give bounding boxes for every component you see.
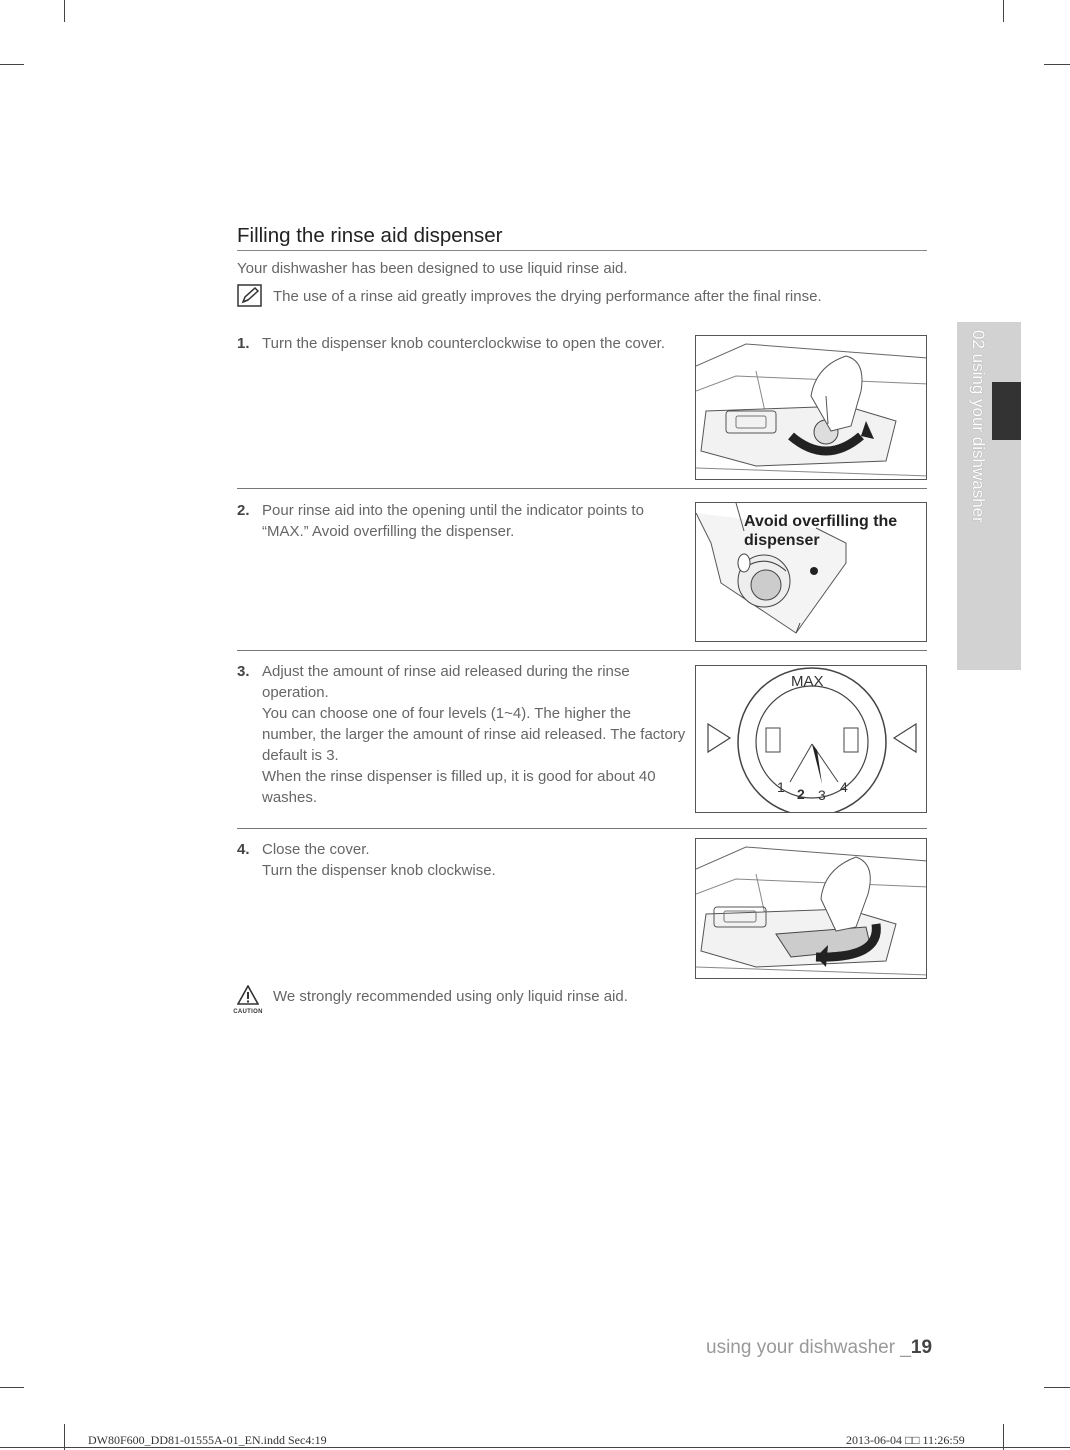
figure-adjust-level — [695, 665, 927, 813]
step-text: Turn the dispenser knob counterclockwise to open the cover. — [262, 335, 666, 352]
step-number: 3. — [237, 663, 250, 680]
step-text: Pour rinse aid into the opening until the indicator points to “MAX.” Avoid overfilling the dispenser. — [262, 502, 644, 540]
footer-section-label: using your dishwasher _ — [706, 1337, 911, 1358]
print-date-info: 2013-06-04 □□ 11:26:59 — [846, 1433, 965, 1447]
page-footer — [706, 1337, 932, 1359]
level-label: 4 — [840, 779, 848, 795]
crop-mark — [1044, 1387, 1070, 1388]
figure-open-cover — [695, 335, 927, 480]
page-number: 19 — [910, 1337, 933, 1358]
figure-close-cover — [695, 838, 927, 979]
crop-mark — [0, 64, 24, 65]
step-number: 1. — [237, 335, 250, 352]
crop-mark — [1003, 0, 1004, 22]
print-file-info: DW80F600_DD81-01555A-01_EN.indd Sec4:19 — [88, 1433, 327, 1447]
level-label: 1 — [777, 779, 785, 795]
step-divider — [237, 650, 927, 651]
step-number: 2. — [237, 502, 250, 519]
step-text: When the rinse dispenser is filled up, it is good for about 40 washes. — [262, 768, 656, 806]
caution-block — [231, 985, 265, 1015]
crop-mark — [1044, 64, 1070, 65]
step-2 — [237, 500, 677, 542]
chapter-tab-label: 02 using your dishwasher — [969, 330, 988, 523]
caution-notice — [231, 985, 628, 1015]
caution-label: CAUTION — [233, 1009, 263, 1015]
step-1 — [237, 333, 667, 354]
crop-mark — [64, 0, 65, 22]
step-number: 4. — [237, 841, 250, 858]
intro-text: Your dishwasher has been designed to use liquid rinse aid. — [237, 260, 628, 277]
note-line — [237, 284, 822, 308]
step-text: Adjust the amount of rinse aid released during the rinse operation. — [262, 663, 630, 701]
chapter-tab-marker — [992, 382, 1021, 440]
step-text: Close the cover. — [262, 841, 370, 858]
figure-fill-dispenser — [695, 502, 927, 642]
section-title: Filling the rinse aid dispenser — [237, 224, 927, 251]
step-divider — [237, 828, 927, 829]
step-4 — [237, 839, 687, 881]
level-label: 2 — [797, 786, 805, 802]
step-text: Turn the dispenser knob clockwise. — [262, 862, 496, 879]
level-label: 3 — [818, 787, 826, 803]
note-text: The use of a rinse aid greatly improves the drying performance after the final rinse. — [273, 287, 822, 305]
caution-text: We strongly recommended using only liquid rinse aid. — [273, 988, 628, 1005]
max-label: MAX — [791, 673, 824, 690]
step-divider — [237, 488, 927, 489]
step-3 — [237, 661, 687, 808]
note-pencil-icon — [237, 284, 263, 308]
crop-mark — [0, 1387, 24, 1388]
figure-callout: Avoid overfilling the dispenser — [744, 513, 898, 549]
step-text: You can choose one of four levels (1~4). The higher the number, the larger the amount of rinse aid released. The factory default is 3. — [262, 705, 686, 764]
caution-triangle-icon — [237, 985, 259, 1009]
